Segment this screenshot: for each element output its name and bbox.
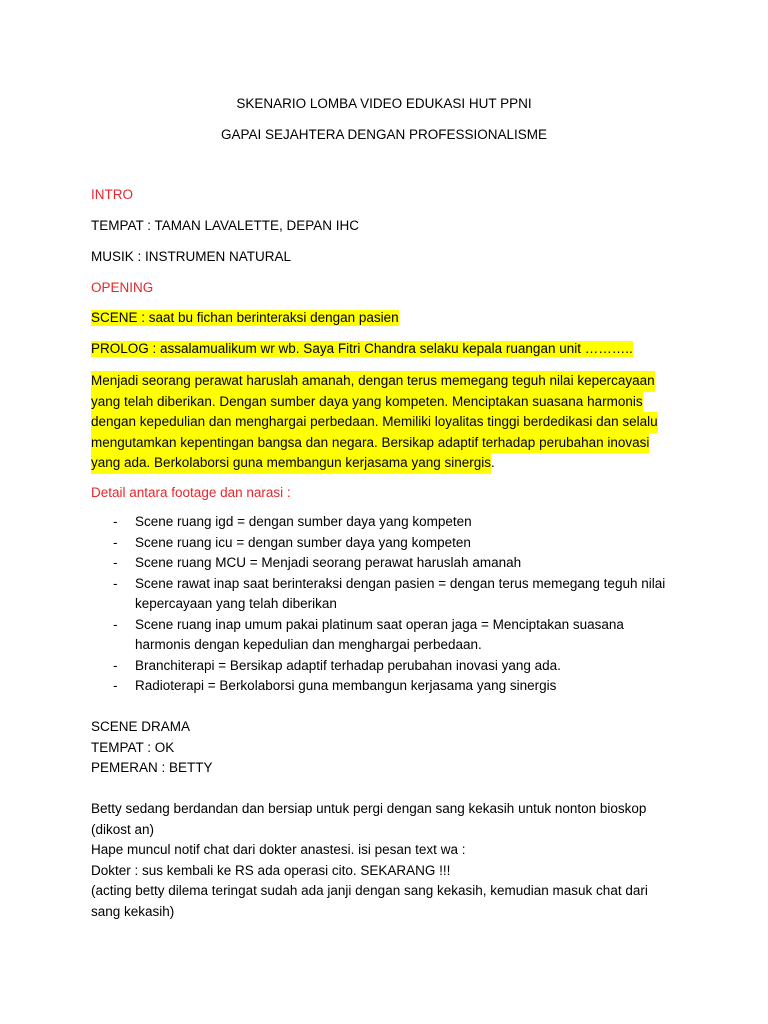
list-item bbox=[91, 553, 691, 574]
story-line: (acting betty dilema teringat sudah ada janji dengan sang kekasih, kemudian masuk chat dari bbox=[91, 883, 648, 898]
paragraph-line: Menjadi seorang perawat haruslah amanah, dengan terus memegang teguh nilai kepercayaan bbox=[91, 371, 655, 392]
list-item bbox=[91, 676, 691, 697]
paragraph-line: mengutamkan kepentingan bangsa dan negara. Bersikap adaptif terhadap perubahan inovasi bbox=[91, 433, 649, 454]
detail-heading: Detail antara footage dan narasi : bbox=[91, 485, 291, 500]
story-line: Dokter : sus kembali ke RS ada operasi cito. SEKARANG !!! bbox=[91, 862, 451, 878]
story-line: Betty sedang berdandan dan bersiap untuk pergi dengan sang kekasih untuk nonton bioskop bbox=[91, 801, 647, 816]
story-line: Hape muncul notif chat dari dokter anastesi. isi pesan text wa : bbox=[91, 842, 466, 857]
list-dash: - bbox=[113, 514, 118, 529]
opening-scene-text: SCENE : saat bu fichan berinteraksi dengan pasien bbox=[91, 310, 399, 325]
drama-pemeran: PEMERAN : BETTY bbox=[91, 760, 213, 775]
list-item-text: Scene ruang igd = dengan sumber daya yang kompeten bbox=[135, 514, 472, 529]
drama-heading: SCENE DRAMA bbox=[91, 719, 191, 734]
opening-scene bbox=[91, 308, 399, 328]
list-item bbox=[91, 533, 691, 554]
story-block bbox=[91, 799, 691, 922]
intro-heading: INTRO bbox=[91, 187, 133, 202]
list-item-text: Scene ruang inap umum pakai platinum saat operan jaga = Menciptakan suasana bbox=[135, 616, 624, 632]
drama-block bbox=[91, 717, 691, 779]
intro-musik: MUSIK : INSTRUMEN NATURAL bbox=[91, 249, 292, 264]
list-dash: - bbox=[113, 555, 118, 570]
list-item-text: Scene ruang icu = dengan sumber daya yang kompeten bbox=[135, 534, 471, 550]
list-dash: - bbox=[113, 575, 118, 591]
intro-tempat: TEMPAT : TAMAN LAVALETTE, DEPAN IHC bbox=[91, 218, 360, 233]
list-item-text: Scene rawat inap saat berinteraksi dengan pasien = dengan terus memegang teguh nilai bbox=[135, 575, 666, 591]
opening-paragraph bbox=[91, 371, 691, 474]
list-dash: - bbox=[113, 678, 118, 693]
list-item-text: Radioterapi = Berkolaborsi guna membangun kerjasama yang sinergis bbox=[135, 678, 557, 693]
list-item-text: Scene ruang MCU = Menjadi seorang perawat haruslah amanah bbox=[135, 555, 522, 570]
document-title: SKENARIO LOMBA VIDEO EDUKASI HUT PPNI bbox=[236, 96, 532, 111]
drama-tempat: TEMPAT : OK bbox=[91, 739, 175, 755]
list-item bbox=[91, 656, 691, 677]
document-subtitle: GAPAI SEJAHTERA DENGAN PROFESSIONALISME bbox=[220, 127, 548, 142]
paragraph-line: yang ada. Berkolaborsi guna membangun kerjasama yang sinergis bbox=[91, 453, 491, 474]
list-dash: - bbox=[113, 657, 118, 673]
list-item bbox=[91, 512, 691, 533]
story-line: sang kekasih) bbox=[91, 903, 175, 919]
list-item bbox=[91, 574, 691, 615]
list-dash: - bbox=[113, 616, 118, 632]
list-item-text: kepercayaan yang telah diberikan bbox=[135, 596, 337, 611]
paragraph-end: . bbox=[490, 455, 495, 470]
list-item-text: Branchiterapi = Bersikap adaptif terhadap perubahan inovasi yang ada. bbox=[135, 657, 561, 673]
detail-list bbox=[91, 512, 691, 697]
paragraph-line: yang telah diberikan. Dengan sumber daya yang kompeten. Menciptakan suasana harmonis bbox=[91, 392, 643, 413]
list-item-text: harmonis dengan kepedulian dan menghargai perbedaan. bbox=[135, 637, 482, 652]
list-dash: - bbox=[113, 534, 118, 550]
opening-prolog-text: PROLOG : assalamualikum wr wb. Saya Fitri Chandra selaku kepala ruangan unit ……….. bbox=[91, 341, 633, 356]
opening-prolog bbox=[91, 339, 633, 359]
list-item bbox=[91, 615, 691, 656]
opening-heading: OPENING bbox=[91, 280, 154, 295]
story-line: (dikost an) bbox=[91, 821, 155, 837]
paragraph-line: dengan kepedulian dan menghargai perbedaan. Memiliki loyalitas tinggi berdedikasi dan selalu bbox=[91, 412, 658, 433]
